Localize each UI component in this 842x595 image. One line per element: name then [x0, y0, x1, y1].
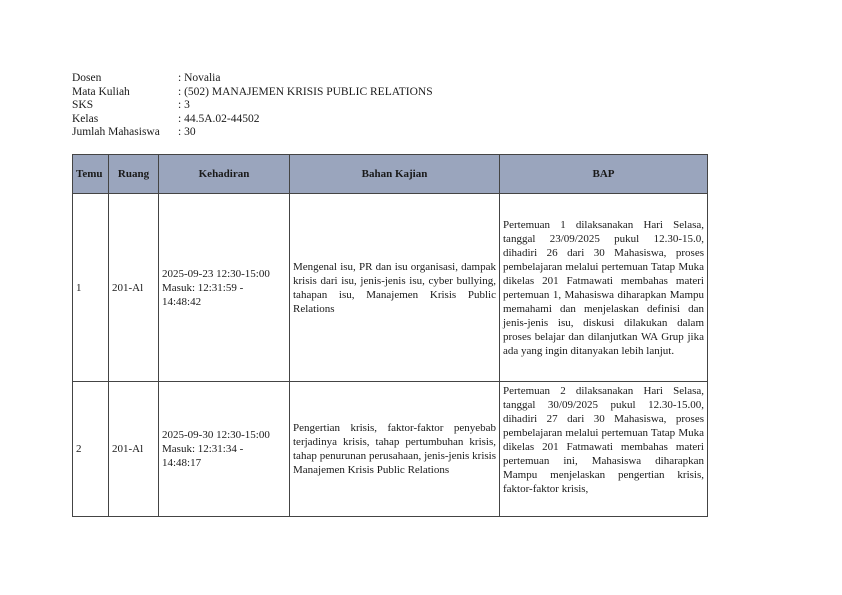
info-value: : (502) MANAJEMEN KRISIS PUBLIC RELATIONS — [178, 85, 433, 98]
table-header-row — [73, 155, 708, 194]
info-value: : 30 — [178, 126, 196, 138]
info-label: Dosen — [72, 72, 102, 84]
info-row-mata-kuliah — [72, 86, 433, 100]
cell-kehadiran: 2025-09-23 12:30-15:00 Masuk: 12:31:59 - 14:48:42 — [159, 194, 290, 382]
course-info — [72, 72, 433, 140]
cell-temu: 2 — [73, 382, 109, 517]
cell-bap-text: Pertemuan 2 dilaksanakan Hari Selasa, tanggal 30/09/2025 pukul 12.30-15.00, dihadiri 27 dari 30 Mahasiswa, proses pembelajaran melalui pertemuan Tatap Muka dikelas 201 Fatmawati membahas materi pertemuan ini, Mahasiswa diharapkan Mampu menjelaskan pengertian krisis, faktor-faktor krisis, — [503, 385, 704, 495]
column-header-ruang: Ruang — [109, 155, 159, 194]
info-label: Mata Kuliah — [72, 85, 130, 98]
table-row — [73, 382, 708, 517]
cell-kehadiran: 2025-09-30 12:30-15:00 Masuk: 12:31:34 - 14:48:17 — [159, 382, 290, 517]
info-label: Jumlah Mahasiswa — [72, 126, 160, 138]
column-header-kehadiran: Kehadiran — [159, 155, 290, 194]
cell-temu: 1 — [73, 194, 109, 382]
info-label: SKS — [72, 99, 94, 111]
cell-ruang: 201-Al — [109, 194, 159, 382]
column-header-bahan-kajian: Bahan Kajian — [290, 155, 500, 194]
info-row-dosen — [72, 72, 433, 86]
cell-bap: Pertemuan 1 dilaksanakan Hari Selasa, tanggal 23/09/2025 pukul 12.30-15.0, dihadiri 26 dari 30 Mahasiswa, proses pembelajaran melalui pertemuan Tatap Muka dikelas 201 Fatmawati membahas materi pertemuan 1, Mahasiswa diharapkan Mampu memahami dan menjelaskan definisi dan jenis-jenis isu, diskusi dilakukan dalam proses belajar dan dilanjutkan WA Grup jika ada yang ingin ditanyakan lebih lanjut. — [500, 194, 708, 382]
info-row-kelas — [72, 113, 433, 127]
info-row-sks — [72, 99, 433, 113]
info-row-jumlah-mahasiswa — [72, 126, 433, 140]
cell-bap — [500, 382, 708, 517]
column-header-bap: BAP — [500, 155, 708, 194]
table-row — [73, 194, 708, 382]
info-value: : 44.5A.02-44502 — [178, 112, 260, 125]
info-value: : Novalia — [178, 72, 221, 84]
info-label: Kelas — [72, 112, 99, 125]
cell-ruang: 201-Al — [109, 382, 159, 517]
info-value: : 3 — [178, 99, 190, 111]
attendance-table — [72, 154, 708, 517]
cell-bahan-kajian: Pengertian krisis, faktor-faktor penyebab terjadinya krisis, tahap pertumbuhan krisis, tahap penurunan perusahaan, jenis-jenis krisis Manajemen Krisis Public Relations — [290, 382, 500, 517]
column-header-temu: Temu — [73, 155, 109, 194]
cell-bahan-kajian: Mengenal isu, PR dan isu organisasi, dampak krisis dari isu, jenis-jenis isu, cyber bullying, tahapan isu, Manajemen Krisis Public Relations — [290, 194, 500, 382]
